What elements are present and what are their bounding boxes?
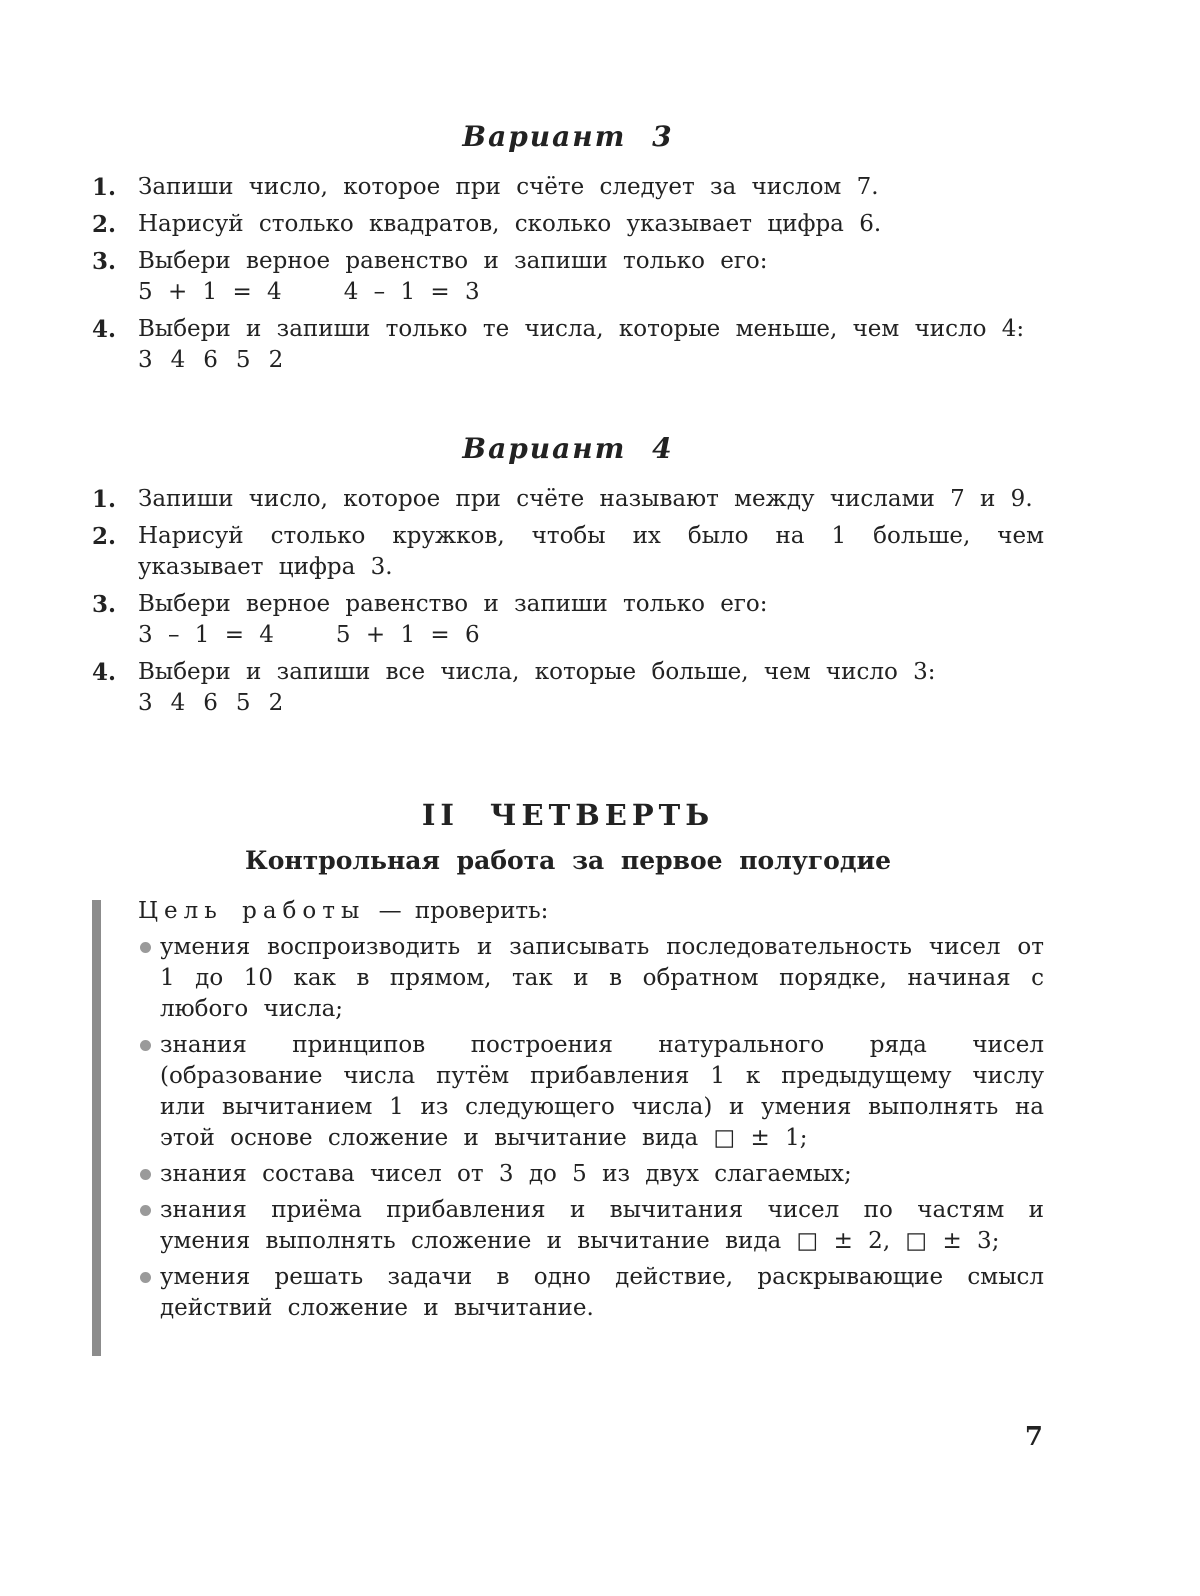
goal-dash-text: — проверить: bbox=[378, 898, 549, 924]
equations bbox=[138, 620, 1044, 651]
equation: 5 + 1 = 4 bbox=[138, 279, 282, 305]
task-v3-2 bbox=[92, 209, 1044, 240]
number: 3 bbox=[138, 347, 153, 373]
goal-item bbox=[138, 932, 1044, 1025]
number: 4 bbox=[170, 347, 186, 373]
task-text: Выбери верное равенство и запиши только его: bbox=[138, 248, 768, 274]
task-text: Нарисуй столько кружков, чтобы их было на 1 больше, чем указывает цифра 3. bbox=[138, 523, 1044, 580]
task-v4-3 bbox=[92, 589, 1044, 651]
number: 6 bbox=[203, 690, 218, 716]
task-text: Выбери и запиши все числа, которые больше, чем число 3: bbox=[138, 659, 936, 685]
number-list bbox=[138, 688, 1044, 719]
task-number: 1. bbox=[92, 486, 117, 513]
task-v3-1 bbox=[92, 172, 1044, 203]
bullet-icon bbox=[140, 1040, 151, 1051]
bullet-icon bbox=[140, 1272, 151, 1283]
goal-label: Цель работы bbox=[138, 898, 366, 924]
variant-3-tasks bbox=[92, 172, 1044, 376]
goal-item bbox=[138, 1030, 1044, 1154]
number: 3 bbox=[138, 690, 153, 716]
number: 5 bbox=[235, 347, 251, 373]
number-list bbox=[138, 345, 1044, 376]
task-text: Выбери и запиши только те числа, которые меньше, чем число 4: bbox=[138, 316, 1025, 342]
task-number: 3. bbox=[92, 248, 117, 275]
quarter-title: II ЧЕТВЕРТЬ bbox=[421, 798, 715, 832]
variant-4-title: Вариант 4 bbox=[462, 432, 674, 465]
goal-block bbox=[138, 896, 1044, 1324]
task-text: Нарисуй столько квадратов, сколько указывает цифра 6. bbox=[138, 211, 882, 237]
section-title: Контрольная работа за первое полугодие bbox=[245, 846, 891, 875]
task-number: 4. bbox=[92, 316, 117, 343]
equation: 4 – 1 = 3 bbox=[343, 279, 480, 305]
task-text: Выбери верное равенство и запиши только его: bbox=[138, 591, 768, 617]
task-v4-2 bbox=[92, 521, 1044, 583]
number: 4 bbox=[170, 690, 186, 716]
task-v4-1 bbox=[92, 484, 1044, 515]
goal-item bbox=[138, 1262, 1044, 1324]
number: 2 bbox=[268, 347, 284, 373]
number: 5 bbox=[235, 690, 251, 716]
task-number: 4. bbox=[92, 659, 117, 686]
goal-item-text: умения решать задачи в одно действие, раскрывающие смысл действий сложение и вычитание. bbox=[160, 1264, 1044, 1321]
task-text: Запиши число, которое при счёте следует за числом 7. bbox=[138, 174, 879, 200]
goal-item-text: умения воспроизводить и записывать последовательность чисел от 1 до 10 как в прямом, так и в обратном порядке, начиная с любого числа; bbox=[160, 934, 1044, 1022]
number: 2 bbox=[268, 690, 284, 716]
variant-4-tasks bbox=[92, 484, 1044, 719]
goal-item bbox=[138, 1159, 1044, 1190]
equation: 3 – 1 = 4 bbox=[138, 622, 274, 648]
task-v4-4 bbox=[92, 657, 1044, 719]
task-v3-4 bbox=[92, 314, 1044, 376]
goal-item-text: знания приёма прибавления и вычитания чисел по частям и умения выполнять сложение и вычитание вида □ ± 2, □ ± 3; bbox=[160, 1197, 1044, 1254]
goal-intro bbox=[138, 896, 1044, 927]
bullet-icon bbox=[140, 1169, 151, 1180]
task-number: 2. bbox=[92, 211, 117, 238]
task-v3-3 bbox=[92, 246, 1044, 308]
goal-item-text: знания принципов построения натурального ряда чисел (образование числа путём прибавления 1 к предыдущему числу или вычитанием 1 из следующего числа) и умения выполнять на этой основе сложение и вычитание вида □ ± 1; bbox=[160, 1032, 1044, 1151]
variant-3-title: Вариант 3 bbox=[462, 120, 674, 153]
goal-side-bar bbox=[92, 900, 101, 1356]
task-number: 2. bbox=[92, 523, 117, 550]
goal-item-text: знания состава чисел от 3 до 5 из двух слагаемых; bbox=[160, 1161, 852, 1187]
bullet-icon bbox=[140, 942, 151, 953]
task-number: 3. bbox=[92, 591, 117, 618]
equations bbox=[138, 277, 1044, 308]
equation: 5 + 1 = 6 bbox=[335, 622, 480, 648]
goal-item bbox=[138, 1195, 1044, 1257]
task-text: Запиши число, которое при счёте называют между числами 7 и 9. bbox=[138, 486, 1033, 512]
bullet-icon bbox=[140, 1205, 151, 1216]
task-number: 1. bbox=[92, 174, 117, 201]
number: 6 bbox=[203, 347, 218, 373]
page-number: 7 bbox=[1024, 1422, 1043, 1452]
